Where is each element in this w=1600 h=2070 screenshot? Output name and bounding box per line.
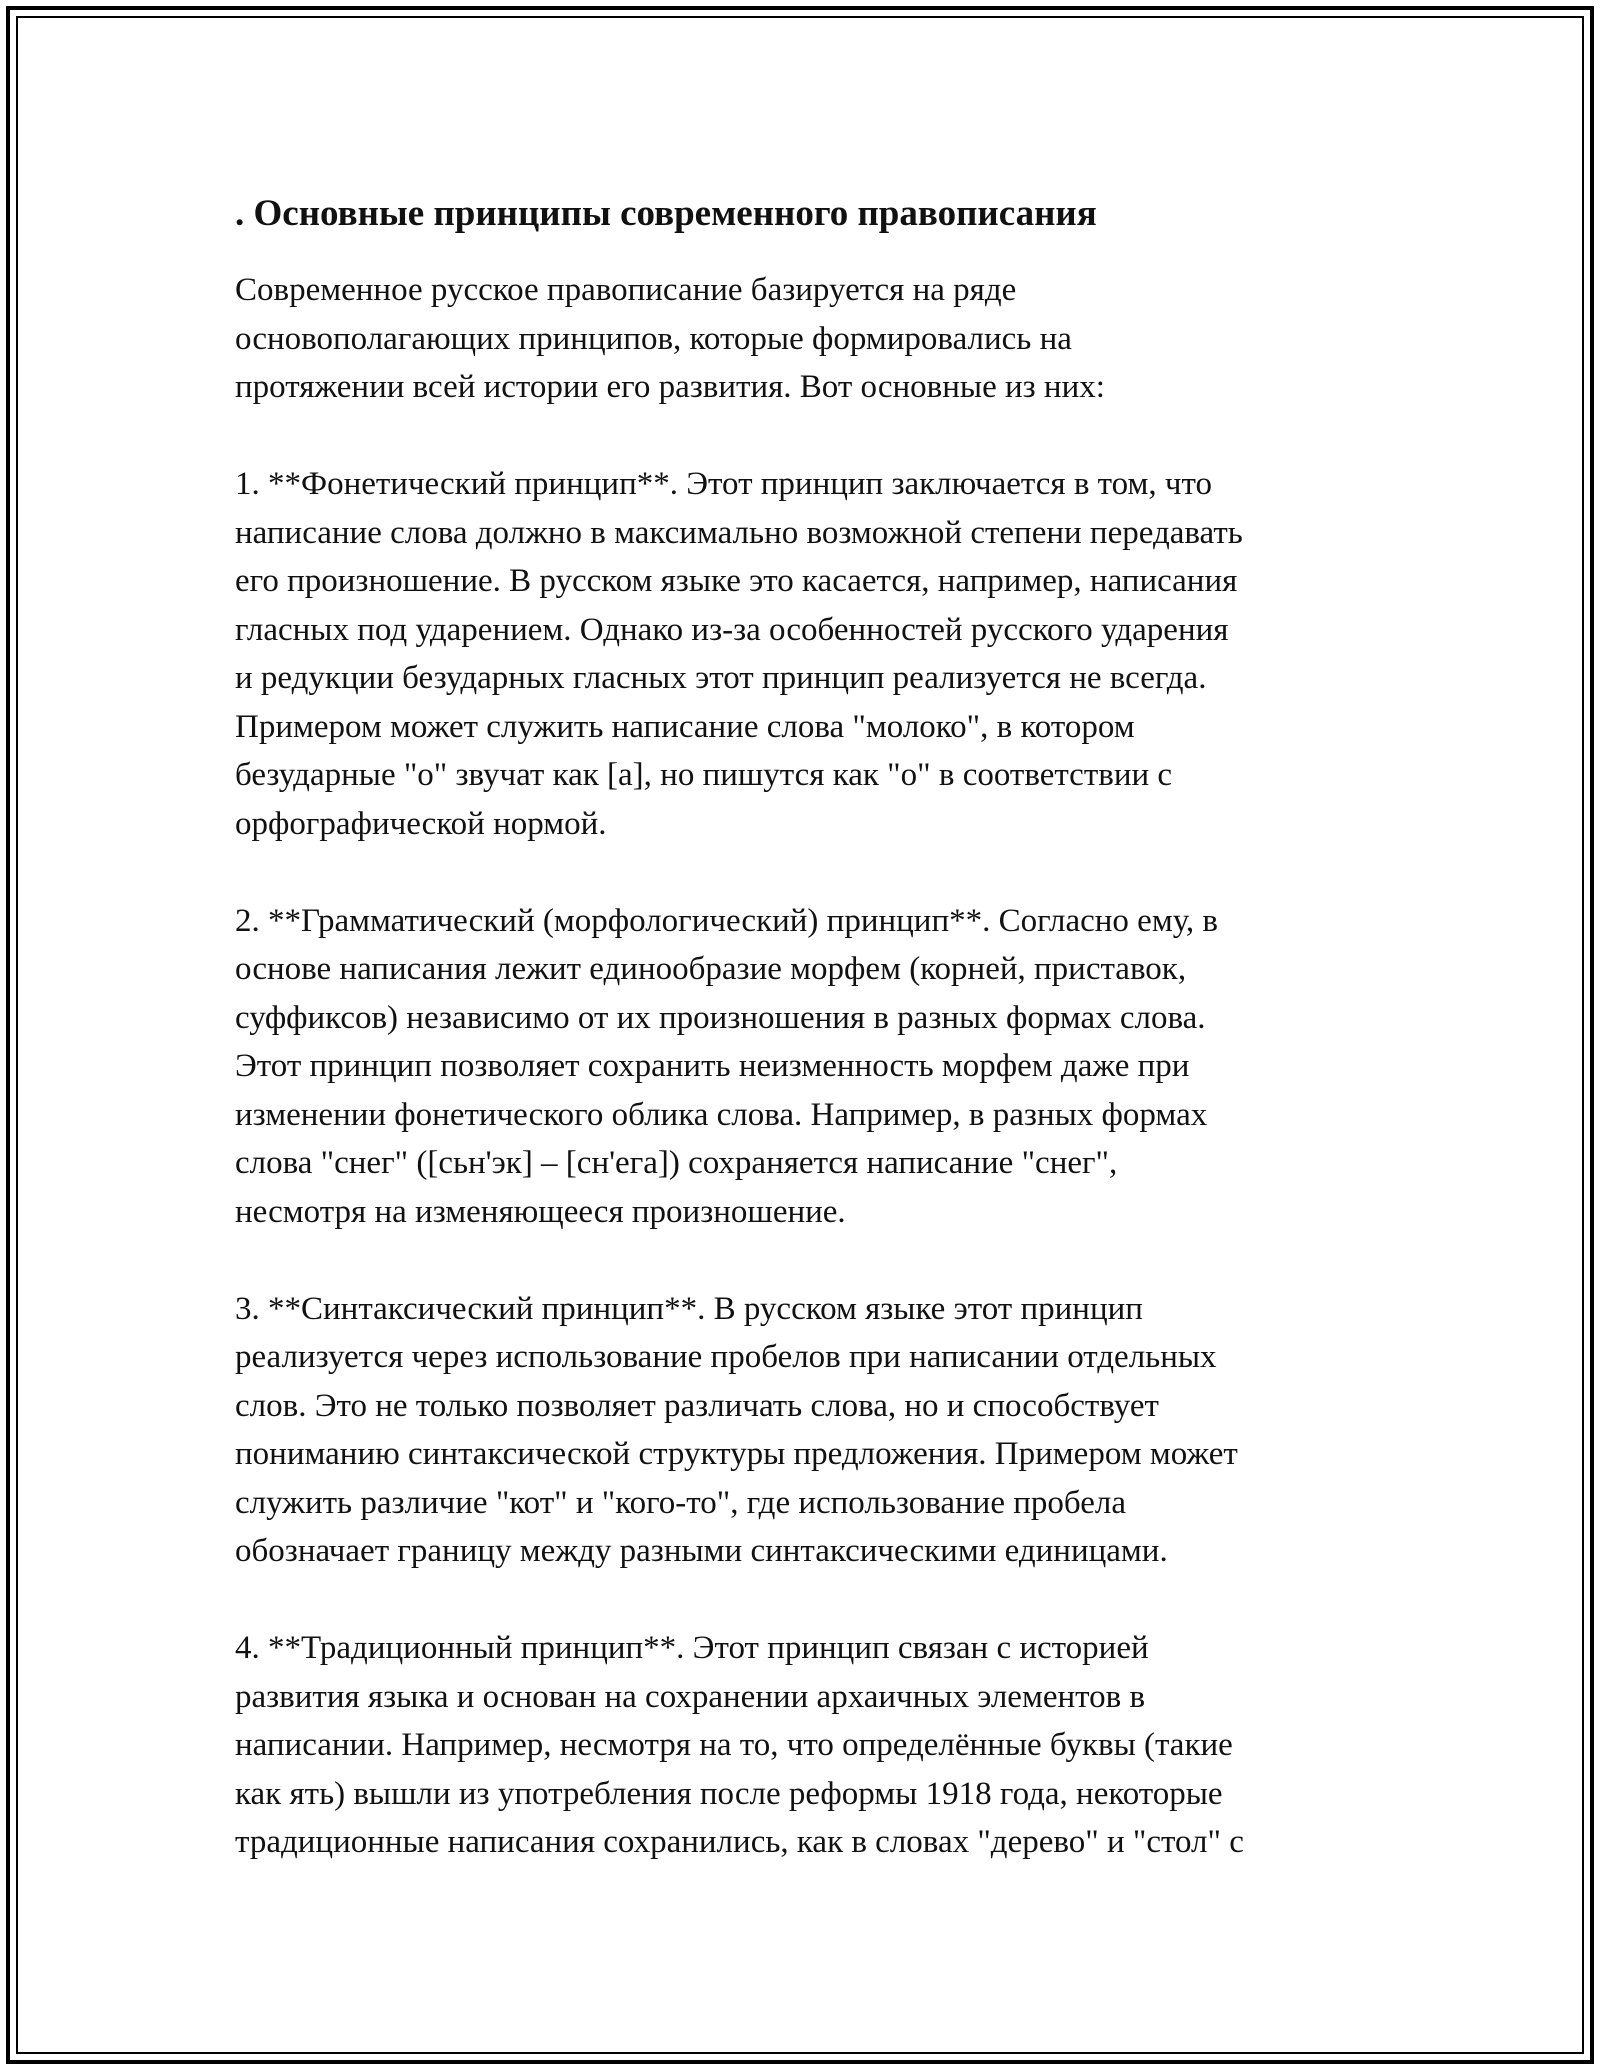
intro-paragraph <box>235 266 1415 412</box>
text-line: безударные "о" звучат как [а], но пишутся как "о" в соответствии с <box>235 757 1173 793</box>
text-line: пониманию синтаксической структуры предложения. Примером может <box>235 1436 1238 1472</box>
text-line: Этот принцип позволяет сохранить неизменность морфем даже при <box>235 1048 1190 1084</box>
text-line: протяжении всей истории его развития. Вот основные из них: <box>235 369 1105 405</box>
paragraph-grammatical-principle <box>235 897 1415 1237</box>
text-line: изменении фонетического облика слова. Например, в разных формах <box>235 1096 1208 1133</box>
text-line: 3. **Синтаксический принцип**. В русском языке этот принцип <box>235 1290 1143 1327</box>
text-line: гласных под ударением. Однако из-за особенностей русского ударения <box>235 611 1229 648</box>
paragraph-gap <box>235 1236 1415 1285</box>
text-line: слов. Это не только позволяет различать слова, но и способствует <box>235 1387 1159 1424</box>
paragraph-gap <box>235 412 1415 461</box>
document-body <box>235 190 1415 1867</box>
text-line: основополагающих принципов, которые формировались на <box>235 320 1072 357</box>
text-line: написании. Например, несмотря на то, что определённые буквы (такие <box>235 1727 1233 1763</box>
paragraph-syntactic-principle <box>235 1285 1415 1576</box>
text-line: суффиксов) независимо от их произношения в разных формах слова. <box>235 999 1206 1036</box>
text-line: 4. **Традиционный принцип**. Этот принцип связан с историей <box>235 1630 1149 1666</box>
text-line: и редукции безударных гласных этот принцип реализуется не всегда. <box>235 660 1207 696</box>
text-line: обозначает границу между разными синтаксическими единицами. <box>235 1533 1168 1569</box>
text-line: написание слова должно в максимально возможной степени передавать <box>235 514 1243 551</box>
text-line: служить различие "кот" и "кого-то", где использование пробела <box>235 1484 1127 1521</box>
text-line: его произношение. В русском языке это касается, например, написания <box>235 563 1238 599</box>
paragraph-traditional-principle <box>235 1624 1415 1867</box>
text-line: Современное русское правописание базируется на ряде <box>235 272 1017 308</box>
text-line: орфографической нормой. <box>235 805 607 842</box>
text-line: слова "снег" ([сьн'эк] – [сн'ега]) сохраняется написание "снег", <box>235 1145 1118 1181</box>
paragraph-gap <box>235 1576 1415 1625</box>
text-line: традиционные написания сохранились, как в словах "дерево" и "стол" с <box>235 1824 1244 1860</box>
text-line: Примером может служить написание слова "молоко", в котором <box>235 708 1135 745</box>
text-line: несмотря на изменяющееся произношение. <box>235 1193 846 1230</box>
paragraph-phonetic-principle <box>235 460 1415 848</box>
text-line: 2. **Грамматический (морфологический) принцип**. Согласно ему, в <box>235 902 1218 939</box>
paragraph-gap <box>235 848 1415 897</box>
text-line: 1. **Фонетический принцип**. Этот принцип заключается в том, что <box>235 466 1212 502</box>
text-line: реализуется через использование пробелов при написании отдельных <box>235 1339 1217 1375</box>
text-line: как ять) вышли из употребления после реформы 1918 года, некоторые <box>235 1775 1223 1812</box>
text-line: основе написания лежит единообразие морфем (корней, приставок, <box>235 951 1187 987</box>
page-title: . Основные принципы современного правописания <box>235 193 1097 234</box>
text-line: развития языка и основан на сохранении архаичных элементов в <box>235 1678 1146 1715</box>
